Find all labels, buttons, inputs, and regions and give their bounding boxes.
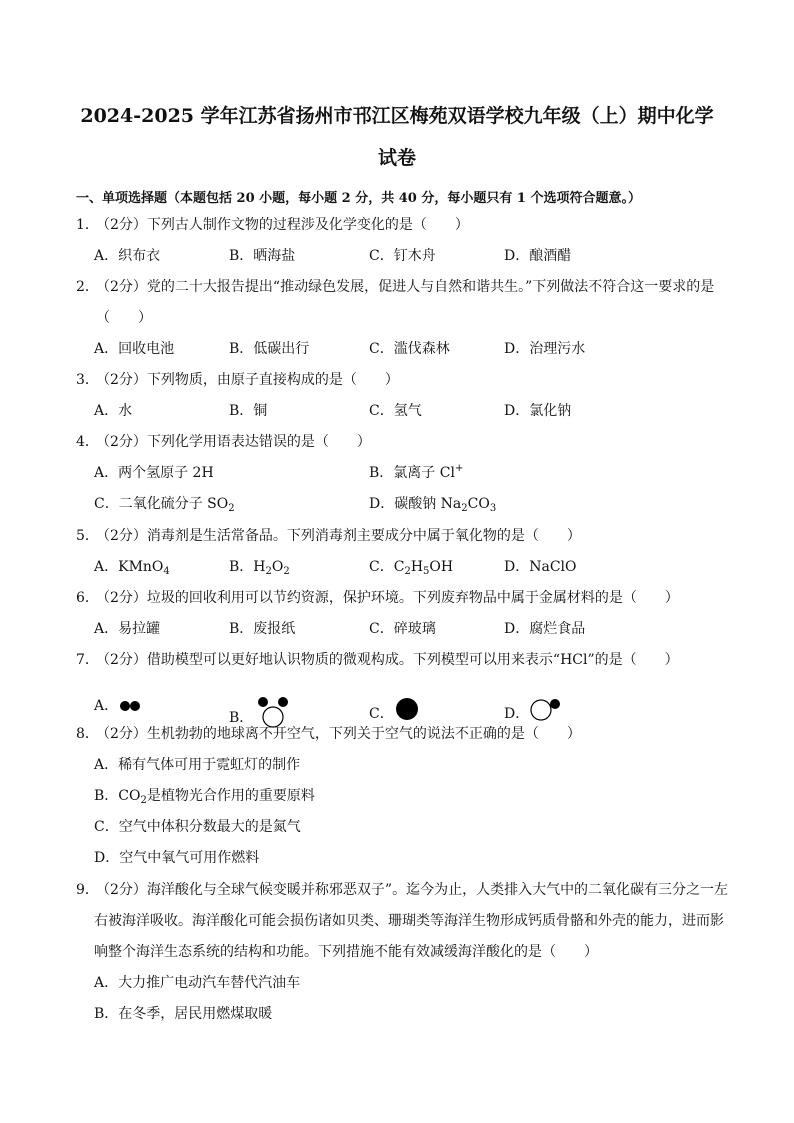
question-4: 4．（2分）下列化学用语表达错误的是（ ） (76, 434, 371, 450)
question-3: 3．（2分）下列物质，由原子直接构成的是（ ） (76, 372, 399, 388)
option-d[interactable]: D．酿酒醋 (504, 248, 572, 264)
option-a[interactable]: A．织布衣 (94, 248, 161, 264)
option-c[interactable]: C．$C_2H_5OH$ (369, 559, 454, 577)
molecule-model-c-icon (394, 696, 420, 722)
option-b[interactable]: B．晒海盐 (229, 248, 296, 264)
option-c[interactable]: C． (369, 696, 420, 724)
option-b[interactable]: B．$H_2O_2$ (229, 559, 290, 577)
question-9-line2: 右被海洋吸收。海洋酸化可能会损伤诸如贝类、珊瑚类等海洋生物形成钙质骨骼和外壳的能力，进而影 (94, 913, 724, 929)
option-b[interactable]: B．在冬季，居民用燃煤取暖 (94, 1006, 273, 1022)
question-6: 6．（2分）垃圾的回收利用可以节约资源，保护环境。下列废弃物品中属于金属材料的是（ ） (76, 590, 679, 606)
option-b[interactable]: B．废报纸 (229, 621, 296, 637)
molecule-model-a-icon (118, 698, 144, 714)
option-d[interactable]: D．空气中氧气可用作燃料 (94, 850, 260, 866)
option-c[interactable]: C．滥伐森林 (369, 341, 450, 357)
question-5: 5．（2分）消毒剂是生活常备品。下列消毒剂主要成分中属于氧化物的是（ ） (76, 528, 581, 544)
option-c[interactable]: C．二氧化硫分子 $SO_2$ (94, 496, 235, 514)
option-a[interactable]: A．大力推广电动汽车替代汽油车 (94, 975, 301, 991)
question-1: 1．（2分）下列古人制作文物的过程涉及化学变化的是（ ） (76, 217, 469, 233)
question-7-options (94, 684, 734, 726)
question-7: 7．（2分）借助模型可以更好地认识物质的微观构成。下列模型可以用来表示“HCl”的是（ ） (76, 652, 679, 668)
option-c[interactable]: C．氢气 (369, 403, 422, 419)
option-d[interactable]: D． (504, 696, 563, 724)
option-d[interactable]: D．氯化钠 (504, 403, 572, 419)
option-a[interactable]: A．KMnO$_4$ (94, 559, 170, 577)
option-a[interactable]: A．回收电池 (94, 341, 175, 357)
option-d[interactable]: D．治理污水 (504, 341, 586, 357)
section-heading: 一、单项选择题（本题包括 20 小题，每小题 2 分，共 40 分，每小题只有 1 个选项符合题意。） (76, 191, 641, 206)
option-a[interactable]: A．两个氢原子 2H (94, 465, 214, 481)
option-c[interactable]: C．碎玻璃 (369, 621, 436, 637)
question-9-line3: 响整个海洋生态系统的结构和功能。下列措施不能有效减缓海洋酸化的是（ ） (94, 944, 598, 960)
option-b[interactable]: B．氯离子 Cl+ (369, 463, 464, 481)
question-9: 9．（2分）海洋酸化与全球气候变暖并称邪恶双子”。迄今为止，人类排入大气中的二氧化碳有三分之一左 (76, 882, 729, 898)
option-a[interactable]: A． (94, 696, 144, 716)
option-b[interactable]: B．低碳出行 (229, 341, 310, 357)
molecule-model-d-icon (529, 696, 563, 722)
question-2: 2．（2分）党的二十大报告提出“推动绿色发展，促进人与自然和谐共生。”下列做法不符合这一要求的是 (76, 279, 715, 295)
option-d[interactable]: D．NaClO (504, 559, 577, 575)
option-b[interactable]: B． (229, 696, 293, 728)
option-a[interactable]: A．水 (94, 403, 133, 419)
option-c[interactable]: C．钉木舟 (369, 248, 436, 264)
question-2-paren: （ ） (96, 310, 152, 326)
option-d[interactable]: D．腐烂食品 (504, 621, 586, 637)
question-8: 8．（2分）生机勃勃的地球离不开空气，下列关于空气的说法不正确的是（ ） (76, 726, 581, 742)
option-c[interactable]: C．空气中体积分数最大的是氮气 (94, 819, 301, 835)
option-b[interactable]: B．$CO_2$是植物光合作用的重要原料 (94, 788, 315, 806)
exam-title-line2: 试卷 (377, 147, 416, 169)
exam-title-line1: 2024-2025 学年江苏省扬州市邗江区梅苑双语学校九年级（上）期中化学 (80, 105, 714, 127)
option-a[interactable]: A．稀有气体可用于霓虹灯的制作 (94, 757, 301, 773)
option-d[interactable]: D．碳酸钠 $Na_2CO_3$ (369, 496, 497, 514)
option-b[interactable]: B．铜 (229, 403, 268, 419)
option-a[interactable]: A．易拉罐 (94, 621, 161, 637)
